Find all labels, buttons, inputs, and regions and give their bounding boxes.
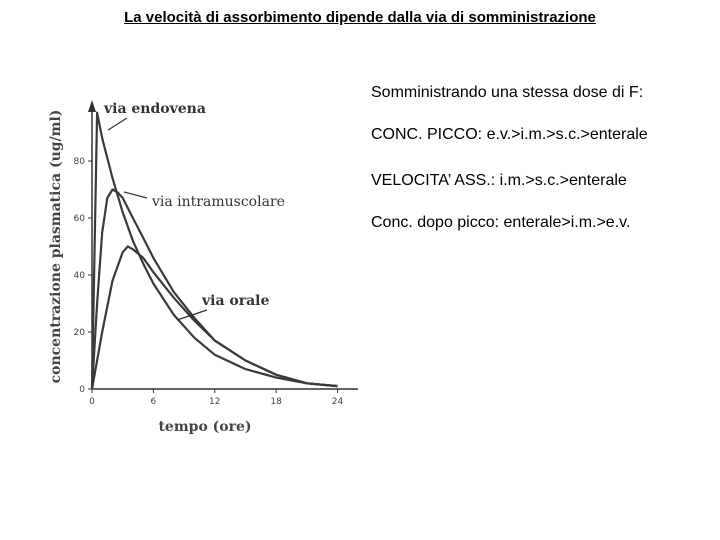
series-label-0: via endovena	[104, 101, 206, 117]
series-label-1: via intramuscolare	[152, 194, 285, 210]
x-tick-label: 0	[89, 397, 95, 407]
y-tick-label: 0	[79, 385, 85, 395]
y-axis-arrow	[88, 100, 96, 112]
y-axis-title: concentrazione plasmatica (ug/ml)	[48, 109, 64, 384]
note-speed: VELOCITA’ ASS.: i.m.>s.c.>enterale	[371, 172, 627, 189]
x-tick-label: 12	[209, 397, 221, 407]
y-tick-label: 60	[73, 214, 85, 224]
note-peak: CONC. PICCO: e.v.>i.m.>s.c.>enterale	[371, 126, 648, 143]
chart-series	[92, 113, 338, 389]
x-tick-label: 6	[150, 397, 157, 407]
x-tick-label: 18	[270, 397, 282, 407]
series-pointer-0	[108, 118, 127, 130]
series-line-0	[92, 113, 338, 389]
series-line-1	[92, 190, 338, 390]
x-tick-label: 24	[331, 397, 344, 407]
series-label-2: via orale	[202, 293, 270, 309]
x-axis-title: tempo (ore)	[158, 419, 252, 435]
chart	[40, 80, 360, 440]
y-tick-label: 20	[73, 328, 85, 338]
slide-title: La velocità di assorbimento dipende dalla via di somministrazione	[124, 9, 596, 26]
series-line-2	[92, 247, 338, 390]
note-after-peak: Conc. dopo picco: enterale>i.m.>e.v.	[371, 214, 631, 231]
y-tick-label: 40	[73, 271, 85, 281]
y-tick-label: 80	[73, 157, 85, 167]
series-pointer-1	[124, 192, 147, 198]
note-dose: Somministrando una stessa dose di F:	[371, 84, 644, 101]
